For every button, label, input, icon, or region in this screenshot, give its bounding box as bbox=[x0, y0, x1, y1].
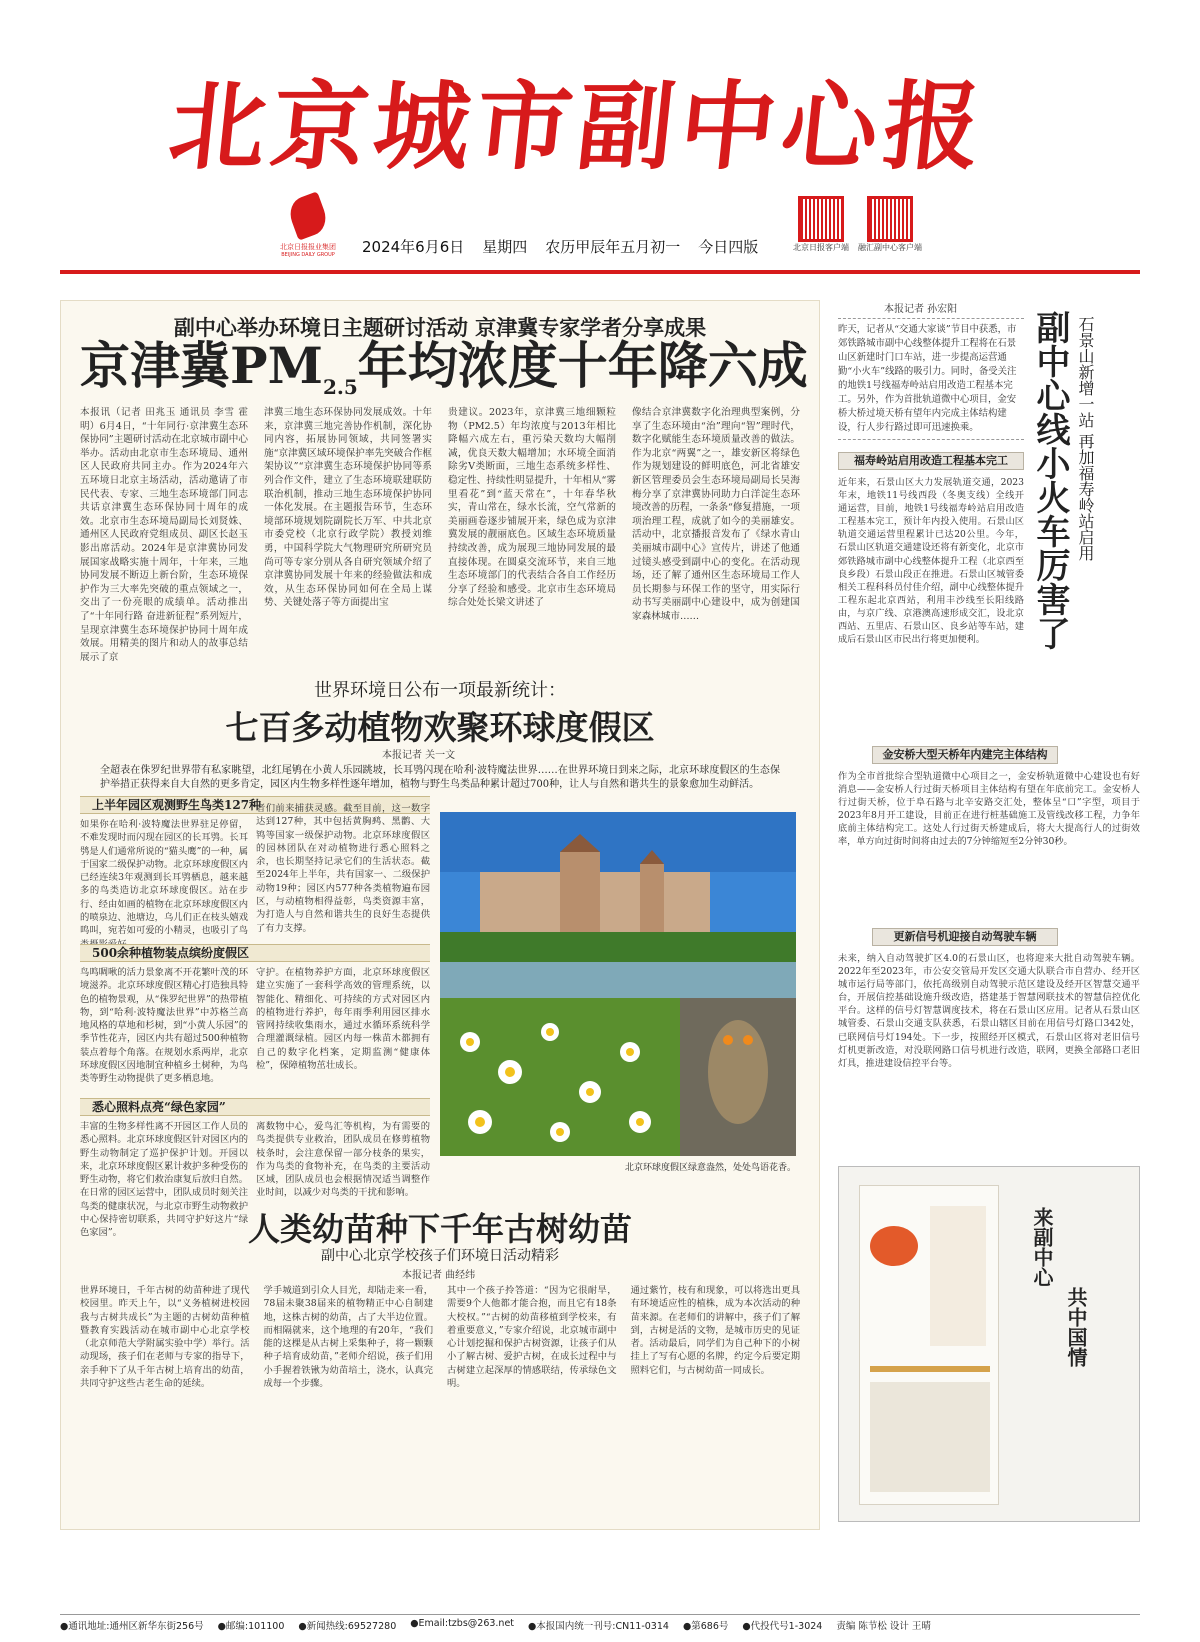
group-logo-mark-icon bbox=[285, 191, 331, 240]
group-name-cn: 北京日报报业集团 bbox=[280, 243, 336, 251]
right-byline: 本报记者 孙宏阳 bbox=[884, 304, 958, 315]
lead-headline-pre: 京津冀PM bbox=[80, 336, 323, 395]
promo-card bbox=[859, 1185, 999, 1505]
right-text: 近年来，石景山区大力发展轨道交通，2023年末，地铁11号线西段（冬奥支线）全线开通运营，目前，地铁1号线福寿岭站启用改造工程基本完工，预计年内投入使用。石景山区轨道交通运营里程累计已达20公里。今年，石景山区轨道交通建设还将有新变化，北京市郊铁路城市副中心线整体提升工程（北京西至良乡段）石景山段正在推进。石景山区城管委相关工程科科员付佳介绍，副中心线整体提升工程东起北京西站，利用丰沙线至长阳线路由，与京广线、京港澳高速形成交汇，设北京西站、五里店、石景山区、良乡站等车站，建成后石景山区市民出行将更加便利。 bbox=[838, 477, 1024, 646]
right-summary: 昨天，记者从“交通大家谈”节目中获悉，市郊铁路城市副中心线整体提升工程将在石景山区新建时门口车站，进一步提高运营通勤“小火车”线路的吸引力。同时，备受关注的地铁1号线福寿岭站启用改造工程基本完工。另外，作为首批轨道微中心项目，金安桥大桥过境天桥有望年内完成主体结构建设，行人步行路过即可迅速换乘。 bbox=[838, 318, 1024, 440]
right-section-heading: 更新信号机迎接自动驾驶车辆 bbox=[872, 928, 1058, 946]
story3-col-2: 学手城道到引众人目光，却陆走来一看，78届未聚38届来的植物精正中心自制建地，这株古树的幼苗，占了大半边位置。而相隔就来，这个地理的有20年，“我们能的这棵是从古树上采集种子，将一颗颗种子培育成幼苗，”老师介绍说，孩子们用小手握着铁锹为幼苗培土，浇水，认真完成每一个步骤。 bbox=[263, 1285, 433, 1390]
resort-photo bbox=[440, 812, 796, 1156]
footer-issue: ●第686号 bbox=[682, 1621, 729, 1632]
promo-emblem-icon bbox=[870, 1226, 918, 1266]
qr-code-icon[interactable] bbox=[867, 196, 913, 242]
footer-hotline: ●新闻热线:69527280 bbox=[298, 1621, 397, 1632]
right-kicker: 石景山新增一站 再加福寿岭站启用 bbox=[1076, 316, 1095, 562]
story2-kicker: 世界环境日公布一项最新统计： bbox=[314, 680, 566, 701]
masthead-rule bbox=[60, 270, 1140, 274]
story3-subhead: 副中心北京学校孩子们环境日活动精彩 bbox=[321, 1248, 559, 1264]
footer-email[interactable]: ●Email:tzbs@263.net bbox=[410, 1618, 515, 1629]
masthead-title: 北京城市副中心报 bbox=[164, 70, 992, 183]
promo-ad[interactable] bbox=[838, 1166, 1140, 1522]
qr-caption-2: 融汇副中心客户端 bbox=[858, 243, 922, 252]
issue-weekday: 星期四 bbox=[482, 238, 528, 256]
right-section-heading: 福寿岭站启用改造工程基本完工 bbox=[838, 452, 1024, 470]
lead-col-3: 贵建议。2023年，京津冀三地细颗粒物（PM2.5）年均浓度与2013年相比降幅六成左右，重污染天数均大幅削减，优良天数大幅增加；水环境全面消除劣V类断面，三地生态系统多样性、稳定性、持续性明显提升，十年相从“雾里看花”到“蓝天常在”，十年春华秋实，青山常在，绿水长流，空气常新的美丽画卷逐步铺展开来，绿色成为京津冀发展的靓丽底色。区域生态环境质量持续改善，成为展现三地协同发展的最直接体现。在圆桌交流环节，来自三地生态环境部门的代表结合各自工作经历分享了经验和感受。北京市生态环境局综合处处长梁文讲述了 bbox=[448, 407, 616, 609]
story3-col-4: 通过紫竹，枝有和现象，可以将选出更具有环境适应性的植株，成为本次活动的种苗来源。在老师们的讲解中，孩子们了解到，古树是活的文物，是城市历史的见证者。活动最后，同学们为自己种下的小树挂上了写有心愿的名牌，约定今后要定期照料它们，与古树幼苗一同成长。 bbox=[630, 1285, 800, 1376]
qr-block-1 bbox=[790, 196, 852, 253]
resort-photo-illustration bbox=[440, 812, 796, 1156]
story2-text: 离数物中心，爱鸟汇等机构，为有需要的鸟类提供专业救治，团队成员在修剪植物枝条时，会注意保留一部分枝条的果实，作为鸟类的食物补充，在鸟类的主要活动区域，团队成员也会根据情况适当调整作业时间，以减少对鸟类的干扰和影响。 bbox=[256, 1121, 430, 1199]
lead-body bbox=[80, 406, 800, 663]
promo-figure bbox=[930, 1206, 986, 1346]
right-text: 作为全市首批综合型轨道微中心项目之一，金安桥轨道微中心建设也有好消息——金安桥人行过街天桥项目主体结构有望在年底前完工。金安桥人行过街天桥，位于阜石路与北辛安路交汇处，整体呈“口”字型，项目于2023年8月开工建设，目前正在进行桩基础施工及管线改移工程，力争年底前主体结构完工。这处人行过街天桥建成后，将大大提高行人的过街效率，单方向过街时间将由过去的7分钟缩短至2分钟30秒。 bbox=[838, 771, 1140, 848]
footer-postcode: ●邮编:101100 bbox=[217, 1621, 285, 1632]
section-heading: 悉心照料点亮“绿色家园” bbox=[80, 1098, 430, 1116]
qr-caption-1: 北京日报客户端 bbox=[793, 243, 849, 252]
story3-col-1: 世界环境日，千年古树的幼苗种进了现代校园里。昨天上午，以“义务植树进校园 我与古树共成长”为主题的古树幼苗种植暨教育实践活动在城市副中心北京学校（北京师范大学附属实验中学）举行。活动现场，孩子们在老师与专家的指导下，亲手种下了从千年古树上培育出的幼苗，共同守护这些古老生命的延续。 bbox=[80, 1285, 250, 1390]
section-heading: 上半年园区观测野生鸟类127种 bbox=[80, 796, 430, 814]
lead-headline bbox=[80, 336, 808, 417]
story3-body bbox=[80, 1284, 800, 1512]
story2-headline: 七百多动植物欢聚环球度假区 bbox=[225, 708, 655, 747]
lead-kicker: 副中心举办环境日主题研讨活动 京津冀专家学者分享成果 bbox=[173, 315, 707, 340]
story2-text: 守护。在植物养护方面，北京环球度假区建立实施了一套科学高效的管理系统，以智能化、精细化、可持续的方式对园区内的植物进行养护，每年雨季利用园区排水管网持续收集雨水，通过水循环系统科学合理灌溉绿植。园区内每一株苗木都拥有自己的数字化档案，定期监测“健康体检”，保障植物茁壮成长。 bbox=[256, 967, 430, 1072]
right-text: 未来，纳入自动驾驶扩区4.0的石景山区，也将迎来大批自动驾驶车辆。2022年至2023年，市公安交管局开发区交通大队联合市自营办、经开区城市运行局等部门，依托高级别自动驾驶示范区建设及经开区智慧交通平台，开展信控基础设施升级改造，搭建基于智慧网联技术的智慧信控优化平台。这样的信号灯智慧调度技术，将在石景山区应用。记者从石景山区城管委、石景山交通支队获悉，石景山辖区目前在用信号灯路口342处，已联网信号灯194处。下一步，按照经开区模式，石景山区将对老旧信号灯机更新改造，对没联网路口信号机进行改造，联网，更换全部路口老旧灯具，推进建设信控平台等。 bbox=[838, 953, 1140, 1069]
lead-headline-sub: 2.5 bbox=[322, 375, 358, 399]
issue-date: 2024年6月6日 bbox=[362, 238, 465, 256]
footer-postal-code: ●代投代号1-3024 bbox=[742, 1621, 823, 1632]
group-name-en: BEIJING DAILY GROUP bbox=[281, 252, 335, 258]
right-section-heading: 金安桥大型天桥年内建完主体结构 bbox=[872, 746, 1058, 764]
qr-block-2 bbox=[856, 196, 924, 253]
dateline bbox=[362, 236, 792, 258]
photo-caption: 北京环球度假区绿意盎然，处处鸟语花香。 bbox=[624, 1163, 796, 1173]
issue-pages: 今日四版 bbox=[698, 238, 759, 256]
issue-lunar-date: 农历甲辰年五月初一 bbox=[545, 238, 681, 256]
story2-text: 鸟鸣啁啾的活力景象离不开花繁叶茂的环境滋养。北京环球度假区精心打造独具特色的植物景观，从“侏罗纪世界”的热带植物，到“哈利·波特魔法世界”中苏格兰高地风格的草地和杉树，到“小黄人乐园”的季节性花卉，园区内共有超过500种植物装点着每个角落。在规划水系两岸，北京环球度假区因地制宜种植乡土树种，为鸟类等野生动物提供了更多栖息地。 bbox=[80, 967, 248, 1085]
footer bbox=[60, 1614, 1140, 1632]
story2-text: 如果你在哈利·波特魔法世界驻足停留，不难发现时而闪现在园区的长耳鸮。长耳鸮是人们通常所说的“猫头鹰”的一种，属于国家二级保护动物。北京环球度假区内已经连续3年观测到长耳鸮栖息，越来越多的鸟类造访北京环球度假区。站在步行、经由如画的植物在北京环球度假区内的喷泉边、池塘边，乌儿们正在枝头嬉戏鸣叫，宛若如可爱的小精灵，也吸引了鸟 bbox=[80, 819, 248, 937]
lead-col-4: 像结合京津冀数字化治理典型案例，分享了生态环境由“治”理向“智”理时代，数字化赋能生态环境质量改善的做法。作为北京“两翼”之一，雄安新区将绿色作为规划建设的鲜明底色，河北省雄安新区管理委员会生态环境局副局长吴海梅分享了京津冀协同助力白洋淀生态环境改善的历程，一条条“修复措施，一项项治理工程，成就了如今的美丽雄安。活动中，北京播报音发布了《绿水青山美丽城市副中心》宣传片，讲述了他通过镜头感受到副中心的变化。在活动现场，还了解了通州区生态环境局工作人员长期参与环保工作的坚守，用实际行动书写美丽副中心建设中，成为创建国家森林城市…… bbox=[632, 407, 800, 622]
story2-byline: 本报记者 关一文 bbox=[382, 750, 456, 761]
promo-stripe bbox=[870, 1366, 990, 1372]
promo-line-2: 共中国情 bbox=[1064, 1287, 1088, 1367]
lead-col-1: 本报讯（记者 田兆玉 通讯员 李雪 霍明）6月4日，“十年同行·京津冀生态环保协同”主题研讨活动在北京城市副中心举办。活动由北京市生态环境局、通州区人民政府共同主办。作为2024年六五环境日北京主场活动，活动邀请了市民代表、专家、三地生态环境部门同志共话京津冀生态环保协同十周年的成效。北京市生态环境局副局长刘贤姝、通州区人民政府党组成员、副区长赵玉影出席活动。2024年是京津冀协同发展国家战略实施十周年，十年来，三地协同发展不断迈上新台阶，生态环境保护作为三大率先突破的重点领域之一，交出了一份亮眼的成绩单。活动推出了“十年同行路 奋进新征程”系列短片，呈现京津冀生态环境保护协同十周年成效展。用精美的图片和动人的故事总结展示了京 bbox=[80, 407, 248, 663]
lead-col-2: 津冀三地生态环保协同发展成效。十年来，京津冀三地完善协作机制，深化协同内容，拓展协同领域，共同签署实施“京津冀区域环境保护率先突破合作框架协议”“京津冀生态环境保护协同等系列合作文件，建立了生态环境联建联防联治机制，推动三地生态环境保护协同一体化发展。在主题报告环节，生态环境部环境规划院副院长万军、中共北京市委党校（北京行政学院）教授刘维勇，中国科学院大气物理研究所研究员尚可等专家分别从各自研究领域介绍了京津冀协同发展十年来的经验做法和成效，从生态环保协同如何在全局上谋势、关键处落子等方面提出宝 bbox=[264, 407, 432, 609]
story3-byline: 本报记者 曲经纬 bbox=[402, 1270, 476, 1281]
story3-headline: 人类幼苗种下千年古树幼苗 bbox=[247, 1210, 632, 1248]
story2-text: 丰富的生物多样性离不开园区工作人员的悉心照料。北京环球度假区针对园区内的野生动物制定了巡护保护计划。开园以来，北京环球度假区累计救护多种受伤的野生动物，将它们救治康复后放归自然。在日常的园区运营中，团队成员时刻关注鸟类的健康状况，与北京市野生动物救护中心保持密切联系，共同守护好这片“绿色家园”。 bbox=[80, 1121, 248, 1239]
footer-issn: ●本报国内统一刊号:CN11-0314 bbox=[528, 1621, 669, 1632]
footer-editors: 责编 陈节松 设计 王晴 bbox=[836, 1621, 931, 1632]
lead-headline-post: 年均浓度十年降六成 bbox=[357, 336, 808, 395]
group-logo bbox=[268, 196, 348, 262]
promo-text-block bbox=[870, 1382, 990, 1492]
qr-code-icon[interactable] bbox=[798, 196, 844, 242]
section-heading: 500余种植物装点缤纷度假区 bbox=[80, 944, 430, 962]
story3-col-3: 其中一个孩子拎答道：“因为它很耐旱，需要9个人他都才能合抱，而且它有18条大校权。”“古树的幼苗移植到学校来，有着重要意义，”专家介绍说，北京城市副中心计划挖掘和保护古树资源，让孩子们从小了解古树、爱护古树，在成长过程中与古树建立起深厚的情感联结，传承绿色文明。 bbox=[447, 1285, 617, 1390]
story2-lead: 全超表在侏罗纪世界带有私家眺望，北红尾鸲在小黄人乐园跳坡，长耳鸮闪现在哈利·波特魔法世界……在世界环境日到来之际，北京环球度假区的生态保护举措正获得来自大自然的更多肯定，园区内生物多样性逐年增加，植物与野生鸟类品种累计超过700种，让人与自然和谐共生的景象愈加生动鲜活。 bbox=[100, 765, 780, 790]
right-headline: 副中心线小火车厉害了 bbox=[1030, 310, 1070, 650]
promo-line-1: 来副中心 bbox=[1030, 1207, 1054, 1287]
story2-text: 者们前来捕获灵感。截至目前，这一数字达到127种，其中包括黄胸鹀、黑鹳、大鸨等国家一级保护动物。北京环球度假区的园林团队在对动植物进行悉心照料之余，也长期坚持记录它们的生活状态。截至2024年上半年，共有国家一、二级保护动物19种；园区内577种各类植物遍布园区，与动植物相得益彰，鸟类资源丰富，为打造人与自然和谐共生的良好生态提供了有力支撑。 bbox=[256, 803, 430, 934]
footer-address: ●通讯地址:通州区新华东街256号 bbox=[60, 1621, 204, 1632]
